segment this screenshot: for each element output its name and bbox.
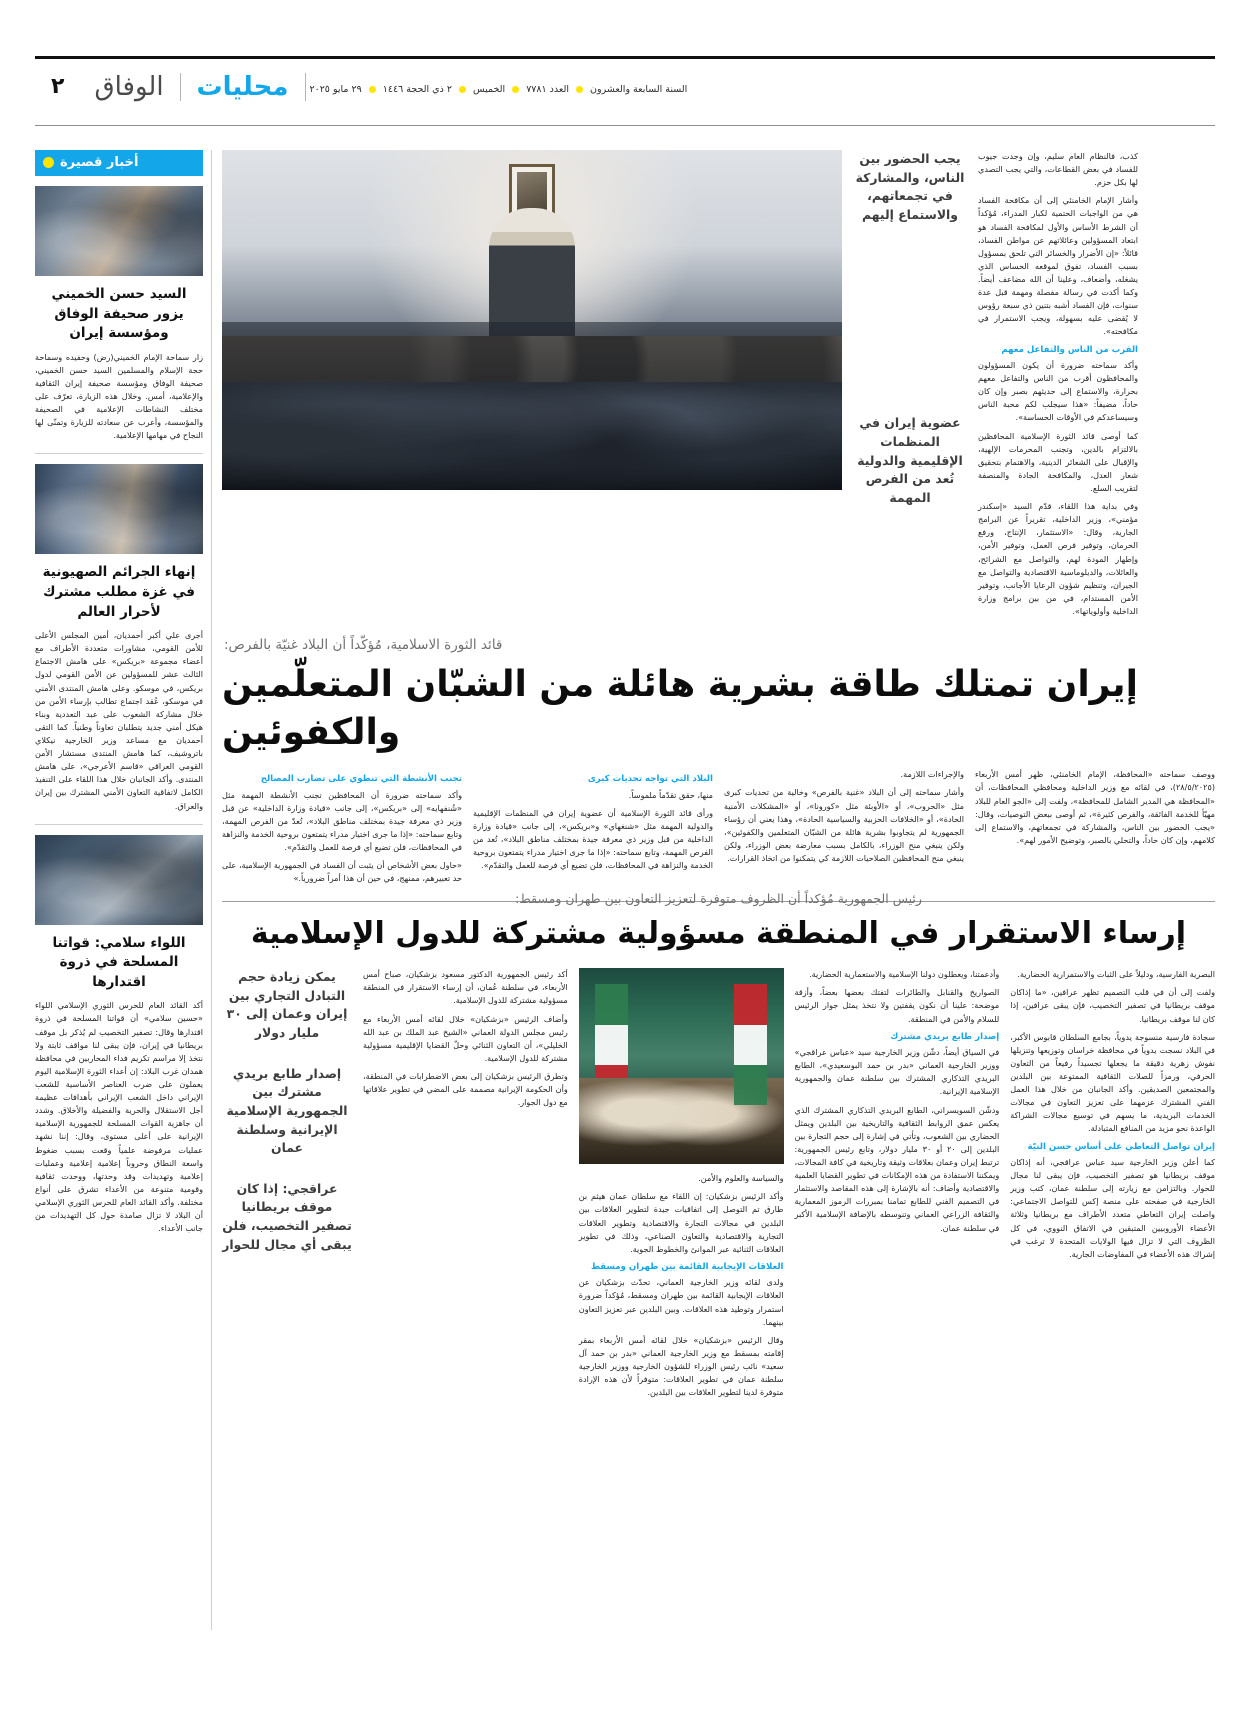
body-paragraph: منها، حقق تقدّماً ملموساً. <box>628 789 713 800</box>
body-column <box>363 968 568 1404</box>
second-pull-quote-1: يمكن زيادة حجم التبادل التجاري بين إيران وعمان إلى ٣٠ مليار دولار <box>226 969 348 1041</box>
body-paragraph: ولفت إلى أن في قلب التصميم تظهر عرافين، «ما إذاكان موقف بريطانيا في تصفير التخصيب، فإن يبقى عرافين، إذا كان لنا موقف بريطانيا. <box>1010 987 1215 1024</box>
body-paragraph: أكد رئيس الجمهورية الدكتور مسعود بزشكيان، صباح أمس الأربعاء، في سلطنة عُمان، أن إرساء الاستقرار في المنطقة مسؤولية مشتركة للدول الإسلامية. <box>363 969 568 1006</box>
rail-item-title: السيد حسن الخميني يزور صحيفة الوفاق ومؤسسة إيران <box>51 286 187 342</box>
pull-quote-2: عضوية إيران في المنظمات الإقليمية والدولية تُعد من الفرص المهمة <box>857 415 963 505</box>
body-paragraph: كما أعلن وزير الخارجية سيد عباس عراقجي، أنه إذاكان موقف بريطانيا هو تصفير التخصيب، فإن يبقى لنا مجال للحوار. وبالتزامن مع زيارته إلى سلطنة عمان، كتب وزير الخارجية في صفحته على منصة إكس للتواصل الاجتماعي: واصلت إيران التعاطي متعدد الأطراف مع بريطانيا وثلاثة الأعضاء الأوروبيين المتبقين في الاتفاق النووي، في كل الظروف التي لا تزال فيها الولايات المتحدة لا ترغب في إشراك هذه الأعضاء في المفاوضات الجارية. <box>1010 1157 1215 1259</box>
second-pull-quote-2: إصدار طابع بريدي مشترك بين الجمهورية الإسلامية الإيرانية وسلطنة عمان <box>226 1065 348 1156</box>
rail-photo <box>35 464 203 554</box>
lead-paragraph: وفي بداية هذا اللقاء، قدّم السيد «إسكندر مؤمني»، وزير الداخلية، تقريراً عن البرامج الجارية، وقال: «الاستثمار، الإنتاج، ورفع الحرمان، وتوفير فرص العمل، وتوفير الأمن، وإطهار المودة لهم، والتواصل مع الشرائح، والعائلات، والديلوماسية الاقتصادية والتواصل مع الجيران، وتنظيم شؤون الرعايا الأجانب، وتوفير الأمن المستدام، في من بين برامج وزارة الداخلية وأولوياتها». <box>978 501 1138 616</box>
sub-head: البلاد التي تواجه تحديات كبرى <box>587 774 713 785</box>
second-story <box>222 880 1215 1404</box>
masthead-rule <box>35 125 1215 126</box>
rail-separator <box>35 824 203 825</box>
yellow-dot-icon <box>43 157 54 168</box>
sub-head: العلاقات الإيجابية القائمة بين طهران ومسقط <box>591 1261 784 1272</box>
bullet-dot-icon <box>459 86 466 93</box>
second-pull-quote-3: عراقجي: إذا كان موقف بريطانيا تصفير التخصيب، فلن يبقى أي مجال للحوار <box>222 1180 352 1252</box>
body-paragraph: وقال الرئيس «بزشكيان» خلال لقائه أمس الأربعاء بمقر إقامته بمسقط مع وزير الخارجية العماني «بدر بن حمد آل سعيد» نائب رئيس الوزراء للشؤون الخارجية ووزير الخارجية سلطنة عمان في تطوير العلاقات: متوفراً لأن هذه الإرادة متوفرة لدينا لتطوير العلاقات بين البلدين. <box>578 1334 784 1398</box>
sub-head: إصدار طابع بريدي مشترك <box>890 1031 1000 1042</box>
body-paragraph: ورأى قائد الثورة الإسلامية أن عضوية إيران في المنظمات الإقليمية والدولية المهمة مثل «شنغهاي» و«بريكس»، إلى جانب «قيادة وزارة الداخلية من قبل وزير ذي معرفة جيدة بمختلف مناطق البلاد»، تُعد من الفرص المهمة، وتابع سماحته: «إذا ما جرى اختيار مدراء يتمتعون بروحية الخدمة والنزاهة في المحافظات، فلن تضيع أي فرصة للعمل والتقدّم». <box>473 807 713 871</box>
second-story-photo <box>579 968 784 1164</box>
issue-part-number: العدد ٧٧٨١ <box>526 83 569 95</box>
rail-item-title: إنهاء الجرائم الصهيونية في غزة مطلب مشترك لأحرار العالم <box>42 564 196 620</box>
top-story-body-columns <box>222 768 1215 890</box>
body-paragraph: البصرية الفارسية، ودليلاً على الثبات والاستمرارية الحضارية. <box>1017 969 1215 980</box>
short-news-label: أخبار قصيرة <box>60 155 139 170</box>
issue-part-year: السنة السابعة والعشرون <box>590 83 688 95</box>
body-paragraph: الصواريخ والقنابل والطائرات لتفتك بعضها بعضاً، وأزقة موضحة: علينا أن نكون يقفتين ولا نتخذ يمثل جوار الرئيس للسلام والأمن في المنطقة. <box>794 987 1000 1024</box>
meeting-seating <box>579 1078 784 1164</box>
body-paragraph: والسياسة والعلوم والأمن. <box>698 1173 784 1184</box>
body-paragraph: وأضاف الرئيس «بزشكيان» خلال لقائه أمس الأربعاء مع رئيس مجلس الدولة العماني «الشيخ عبد الملك بن عبد الله الخليلي»، أن التعاون الثنائي وحلّ القضايا الإقليمية مسؤولية مشتركة للدول الإسلامية. <box>363 1013 568 1063</box>
body-column <box>724 768 964 890</box>
lead-paragraph: كذب، فالنظام العام سليم، وإن وجدت جيوب للفساد في بعض القطاعات، والتي يجب التصدي لها بكل حزم. <box>978 151 1138 188</box>
body-paragraph: وتطرق الرئيس بزشكيان إلى بعض الاضطرابات في المنطقة، وأن الحكومة الإيرانية مصممة على المضي في تطوير علاقاتها مع دول الجوار. <box>363 1071 568 1108</box>
masthead <box>35 56 1215 108</box>
rail-item-body: أجرى علي أكبر أحمديان، أمين المجلس الأعلى للأمن القومي، مشاورات متعددة الأطراف مع أعضاء مجموعة «بريكس» على هامش الاجتماع الثالث عشر للمسؤولين عن الأمن القومي لدول بريكس، في موسكو. وعلى هامش المنتدى الأمني في موسكو، عُقد اجتماع تطالب بإرساء الأمن من خلال مشاركة الشعوب على عبد التعددية وبناء هيكل أمني جديد يتطلبان تعاوناً وطنياً. كما التقى أحمديان مع مساعد وزير الخارجية نيكلاي باتروشيف، كما هامش المنتدى مستشار الأمن القومي العراقي «قاسم الأعرجي»، على هامش المنتدى. وأكد الجانبان خلال هذا اللقاء على التنفيذ الكامل لاتفاقية التعاون الأمني المشترك بين إيران والعراق. <box>35 630 203 811</box>
body-paragraph: «حاول بعض الأشخاص أن يثبت أن الفساد في الجمهورية الإسلامية، على حد تعبيرهم، ممنهج، في حين أن هذا أمراً ضرورياً.» <box>222 860 462 884</box>
issue-line <box>306 80 688 95</box>
body-paragraph: ودشّن السويسراني، الطابع البريدي التذكاري المشترك الذي يعكس عمق الروابط الثقافية والتاريخية بين البلدين ويمثل الحضاري بين الشعوب، وتأتي في إشارة إلى حجم التجارة بين البلدين إلى ٢٠ أو ٣٠ مليار دولار، وتابع رئيس الجمهورية: ترتبط إيران وعمان بعلاقات وثيقة وتاريخية في كافة المجالات، ويمكننا الاستفادة من هذه الإمكانات في تطوير القضايا العلمية والاقتصادية وأضاف: أنه بالإشارة إلى هذه المقاصد والاستثمار في التصميم الفني للطابع تمامنا بمبررات الرموز المعمارية والثقافة الزراعي العماني وتنوسطه بالإضافة الإسلامية الأكبر في سلطنة عمان. <box>794 1104 1000 1233</box>
body-paragraph: وأشار سماحته إلى أن البلاد «غنية بالفرص» وخالية من تحديات كبرى مثل «الحروب»، أو «الأوبئة مثل «كورونا»، أو «المشكلات الأمنية الحادة»، أو «الخلافات الحزبية والسياسية الحادة»، وهذا يعني أن رؤساء الجمهورية لم يتجاوبوا بشرية هائلة من الشبّان المتعلمين والكفوئين»، ولكن ينبغي منح الوزراء، بالكامل بسبب معارضة بعض الوزراء، ولكن ينبغي منح المحافظين الصلاحيات اللازمة كي يتمكنوا من اتخاذ القرارات. <box>724 787 964 863</box>
body-paragraph: ووصف سماحته «المحافظة، الإمام الخامنئي، ظهر أمس الأربعاء (٢٨/٥/٢٠٢٥)، في لقائه مع وزير الداخلية ومحافظي المحافظات، أن «المحافظة هي المدير الشامل للمحافظة»، ولفت إلى «الجو العام للبلاد مهيّأ للخدمة الفائقة، والفرص كثيرة»، ثم أوصى ببعض التوصيات، وقال: «يجب الحضور بين الناس، والمشاركة في تجمعاتهم، والاستماع إلى كلامهم، وإن كان حاداً، والتحلي بالصبر، وتوضيح الأمور لهم». <box>975 769 1215 845</box>
sub-head: القرب من الناس والتفاعل معهم <box>1001 344 1138 355</box>
issue-part-hijri: ٢ ذي الحجة ١٤٤٦ <box>382 83 452 95</box>
lead-paragraph: كما أوصى قائد الثورة الإسلامية المحافظين بالالتزام بالدين، وتجنب المحرمات الإلهية، والإقبال على الشعائر الدينية، والاهتمام بتحقيق شعار العدل، والمكافحة الجادة والمنصفة لتقريب السلع. <box>978 430 1138 493</box>
top-story <box>222 150 1215 902</box>
second-story-rail <box>222 968 352 1254</box>
rail-item <box>35 186 203 454</box>
issue-part-weekday: الخميس <box>473 83 506 95</box>
bullet-dot-icon <box>512 86 519 93</box>
second-story-headline: إرساء الاستقرار في المنطقة مسؤولية مشتركة للدول الإسلامية <box>250 915 1187 951</box>
rail-photo <box>35 186 203 276</box>
body-column <box>579 968 784 1404</box>
short-news-rail <box>35 150 203 1235</box>
body-column <box>473 768 713 890</box>
body-column <box>795 968 1000 1404</box>
top-story-pullquotes <box>852 150 968 507</box>
top-story-headline-block <box>222 635 1215 756</box>
short-news-banner <box>35 150 203 176</box>
body-paragraph: سجادة فارسية منسوجة يدوياً، بجامع السلطان قابوس الأكبر، في البلاد نسجت يدوياً في محافظة خراسان وتوزيعها وتنزيلها نفوش زهرية دقيقة ما يجعلها تجسيداً رفيعاً من التعاون الحرفي، ورمزاً للصلات الثقافية الممتوعة بين البلدين والمجتمعين الصديقين. وأكد الجانبان من خلال هذا العمل الفني المشترك عزمهما على تعزيز التعاون في مجالات الخدمات البريدية، ما يسهم في توسيع مجالات الشراكة الواعدة نحو مزيد من المنافع المتبادلة. <box>1010 1031 1215 1134</box>
body-paragraph: وأكد سماحته ضرورة أن المحافظين تجنب الأنشطة المهمة مثل «شُنفهايه» إلى «بريكس»، إلى جانب «قيادة وزارة الداخلية» عن قبل وزير ذي معرفة جيدة بمختلف مناطق البلاد»، تُعدّ من الفرص المهمة، وتابع سماحته: «إذا ما جرى اختيار مدراء يتمتعون بروحية الخدمة والنزاهة في المحافظات، فلن تضيع أي فرصة للعمل والتقدّم». <box>222 789 462 853</box>
page-number: ٢ <box>51 74 65 99</box>
issue-part-gregorian: ٢٩ مايو ٢٠٢٥ <box>309 83 362 95</box>
body-paragraph: وأدعمتنا، ويعطلون دولنا الإسلامية والاستعمارية الحضارية. <box>809 969 1000 980</box>
body-paragraph: وأكد الرئيس بزشكيان: إن اللقاء مع سلطان عمان هيثم بن طارق تم التوصل إلى اتفاقيات جيدة لتطوير العلاقات بين البلدين في مجالات التجارة والاقتصادية وتطوير العلاقات التجارية والاقتصادية والتعاون الصناعي، وذلك في تطوير العلاقات الثنائية عبر الموانئ والخطوط الجوية. <box>578 1191 784 1254</box>
rail-item-body: أكد القائد العام للحرس الثوري الإسلامي اللواء «حسين سلامي» أن قواتنا المسلحة في ذروة اقتدارها وقال: تصفير التخصيب لم يُذكر بل موقف بريطانيا في إيران، فإن يبقى لنا مواقف ثابتة ولا نتخذ إلا مراسم تكريم فداء المحاربين في محافظة همدان غرب البلاد: إن أعداء الثورة الإسلامية اليوم يعملون على ضرب العناصر الأساسية للشعب الإيراني داخل الشعب الإيراني بأهدافات عظيمة أجل الاستقلال والحرية والفضيلة والأخلاق. وشدد أن جاهزية القوات المسلحة للجمهورية الإسلامية الإيرانية على أعلى مستوى، وقال: إننا نشهد عمليات مرفوضة علمياً وقعت بسبب ضغوط واسعة النطاق وحروباً إعلامية إعلامية وعمليات إعلامية وتهديدات وقد وحدتها، ووحدت ثقافية وقومية متنوعة من الأعداء تشرق على أنواع مختلفة. وأكد القائد العام للحرس الثوري الإسلامي أن البلاد لا تزال صامدة حول كل التهديدات من جانب الأعداء. <box>35 1000 203 1234</box>
lead-paragraph: وأكد سماحته ضرورة أن يكون المسؤولون والمحافظون أقرب من الناس والتفاعل معهم بحرارة، والاستماع إلى حديثهم بصبر وإن كان حاداً، مضيفاً: «هذا سيجلب لكم محبة الناس وسيساعدكم في الأوقات الحساسة». <box>978 359 1138 423</box>
rail-divider <box>211 150 212 1630</box>
rail-item <box>35 464 203 824</box>
top-story-kicker: قائد الثورة الاسلامية، مُؤكّداً أن البلاد غنيّة بالفرص: <box>224 637 503 654</box>
rail-item <box>35 835 203 1236</box>
sub-head: تجنب الأنشطة التي تنطوي على تضارب المصالح <box>260 774 462 785</box>
body-column <box>1010 968 1215 1404</box>
lead-paragraph: وأشار الإمام الخامنئي إلى أن مكافحة الفساد هي من الواجبات الحتمية لكبار المدراء، مُؤكداً أن الشرط الأساس والأول لمكافحة الفساد هو ابتعاد المسؤولين وعائلاتهم عن مواطن الفساد، قائلاً: «إن الأضرار والخسائر التي تلحق بمسؤول بسبب الفساد، تفوق لموقعه الحساس الذي يشغله، وأضعاف، وعلينا أن الله مضاعف أيضاً. وكما أكدت في رسالة مفصلة ومهمة قبل عدة سنوات، فإن الفساد أشبه بتنين ذي سبعة رؤوس لا يُقضى عليه بسهولة، ويجب الاستمرار في مكافحته». <box>978 195 1138 337</box>
section-name: محليات <box>181 73 306 102</box>
top-story-lead-column <box>978 150 1138 623</box>
body-column <box>975 768 1215 890</box>
body-paragraph: والإجراءات اللازمة. <box>900 769 964 780</box>
top-story-photo <box>222 150 842 490</box>
bullet-dot-icon <box>576 86 583 93</box>
rail-item-body: زار سماحة الإمام الخميني(رض) وحفيده وسماحة حجة الإسلام والمسلمين السيد حسن الخميني، صحيفة الوفاق ومؤسسة صحيفة إيران الثقافية والإعلامية، أمس. وخلال هذه الزيارة، تعرّف على مختلف النشاطات الإعلامية في الصحيفة والمؤسسة، وأعرب عن سعادته للزيارة وتمنّى لها النجاح في مهامها الإعلامية. <box>35 351 203 441</box>
audience-crowd <box>222 322 842 490</box>
second-story-body <box>363 968 1215 1404</box>
rail-photo <box>35 835 203 925</box>
bullet-dot-icon <box>369 86 376 93</box>
top-story-headline: إيران تمتلك طاقة بشرية هائلة من الشبّان المتعلّمين والكفوئين <box>222 664 1138 753</box>
pull-quote-1: يجب الحضور بين الناس، والمشاركة في تجمعاتهم، والاستماع إليهم <box>855 151 965 222</box>
sub-head: إيران تواصل التعاطي على أساس حسن النيّة <box>1027 1141 1215 1152</box>
second-story-kicker: رئيس الجمهورية مُؤكداً أن الظروف متوفرة لتعزيز التعاون بين طهران ومسقط: <box>515 891 922 906</box>
paper-name: الوفاق <box>78 73 180 102</box>
rail-separator <box>35 453 203 454</box>
body-paragraph: ولدى لقائه وزير الخارجية العماني، تحدّث بزشكيان عن العلاقات الإيجابية القائمة بين طهران ومسقط، مُؤكداً ضرورة استمرار وتوطيد هذه العلاقات. وبين البلدين عبر تعزيز التعاون بينهما. <box>578 1277 784 1327</box>
rail-item-title: اللواء سلامي: قواتنا المسلحة في ذروة اقتدارها <box>52 934 186 990</box>
body-paragraph: في السياق أيضاً، دشّن وزير الخارجية سيد «عباس عراقجي» ووزير الخارجية العماني «بدر بن حمد البوسعيدي»، الطابع البريدي التذكاري المشترك بين سلطنة عمان والجمهورية الإسلامية الإيرانية. <box>794 1047 1000 1097</box>
body-column <box>222 768 462 890</box>
